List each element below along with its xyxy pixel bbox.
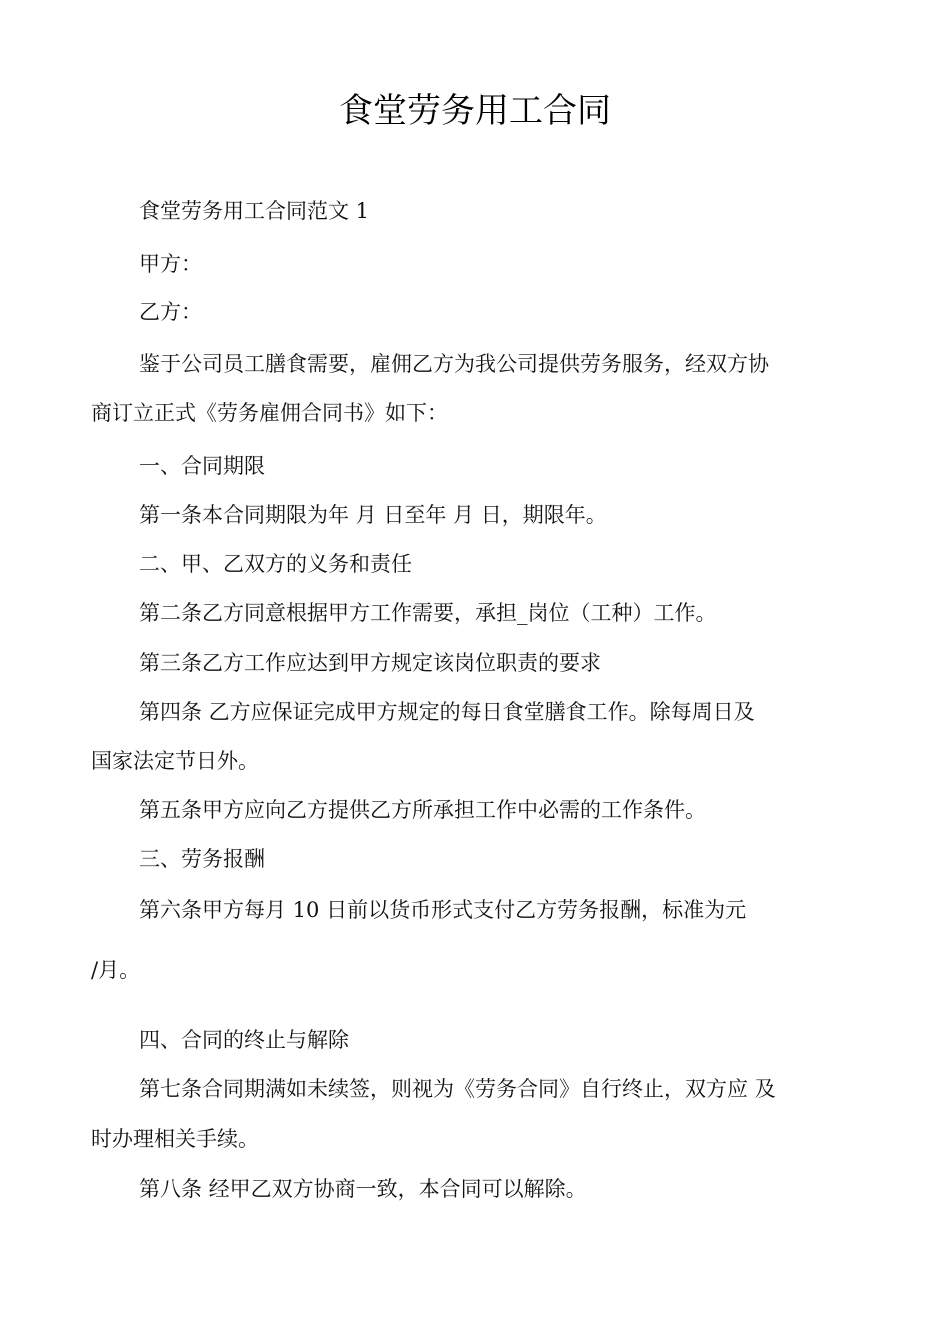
paragraph-line: 第七条合同期满如未续签，则视为《劳务合同》自行终止，双方应 及 — [139, 1077, 776, 1101]
paragraph-line: /月。 — [91, 958, 141, 982]
section-heading: 二、甲、乙双方的义务和责任 — [139, 552, 412, 576]
paragraph-line: 第五条甲方应向乙方提供乙方所承担工作中必需的工作条件。 — [139, 798, 706, 822]
paragraph-line: 第八条 经甲乙双方协商一致，本合同可以解除。 — [139, 1177, 587, 1201]
paragraph-line: 甲方： — [139, 252, 202, 276]
document-title: 食堂劳务用工合同 — [339, 91, 611, 131]
paragraph-line: 乙方： — [139, 300, 202, 324]
paragraph-line: 第三条乙方工作应达到甲方规定该岗位职责的要求 — [139, 651, 601, 675]
section-heading: 一、合同期限 — [139, 454, 265, 478]
paragraph-line: 第六条甲方每月 10 日前以货币形式支付乙方劳务报酬，标准为元 — [139, 898, 747, 922]
paragraph-line: 商订立正式《劳务雇佣合同书》如下： — [91, 401, 448, 425]
paragraph-line: 时办理相关手续。 — [91, 1127, 259, 1151]
paragraph-line: 第一条本合同期限为年 月 日至年 月 日，期限年。 — [139, 503, 607, 527]
paragraph-line: 第二条乙方同意根据甲方工作需要，承担_岗位（工种）工作。 — [139, 601, 717, 625]
section-heading: 四、合同的终止与解除 — [139, 1028, 349, 1052]
paragraph-line: 食堂劳务用工合同范文 1 — [139, 199, 370, 223]
paragraph-line: 国家法定节日外。 — [91, 749, 259, 773]
section-heading: 三、劳务报酬 — [139, 847, 265, 871]
paragraph-line: 第四条 乙方应保证完成甲方规定的每日食堂膳食工作。除每周日及 — [139, 700, 755, 724]
paragraph-line: 鉴于公司员工膳食需要，雇佣乙方为我公司提供劳务服务，经双方协 — [139, 352, 769, 376]
